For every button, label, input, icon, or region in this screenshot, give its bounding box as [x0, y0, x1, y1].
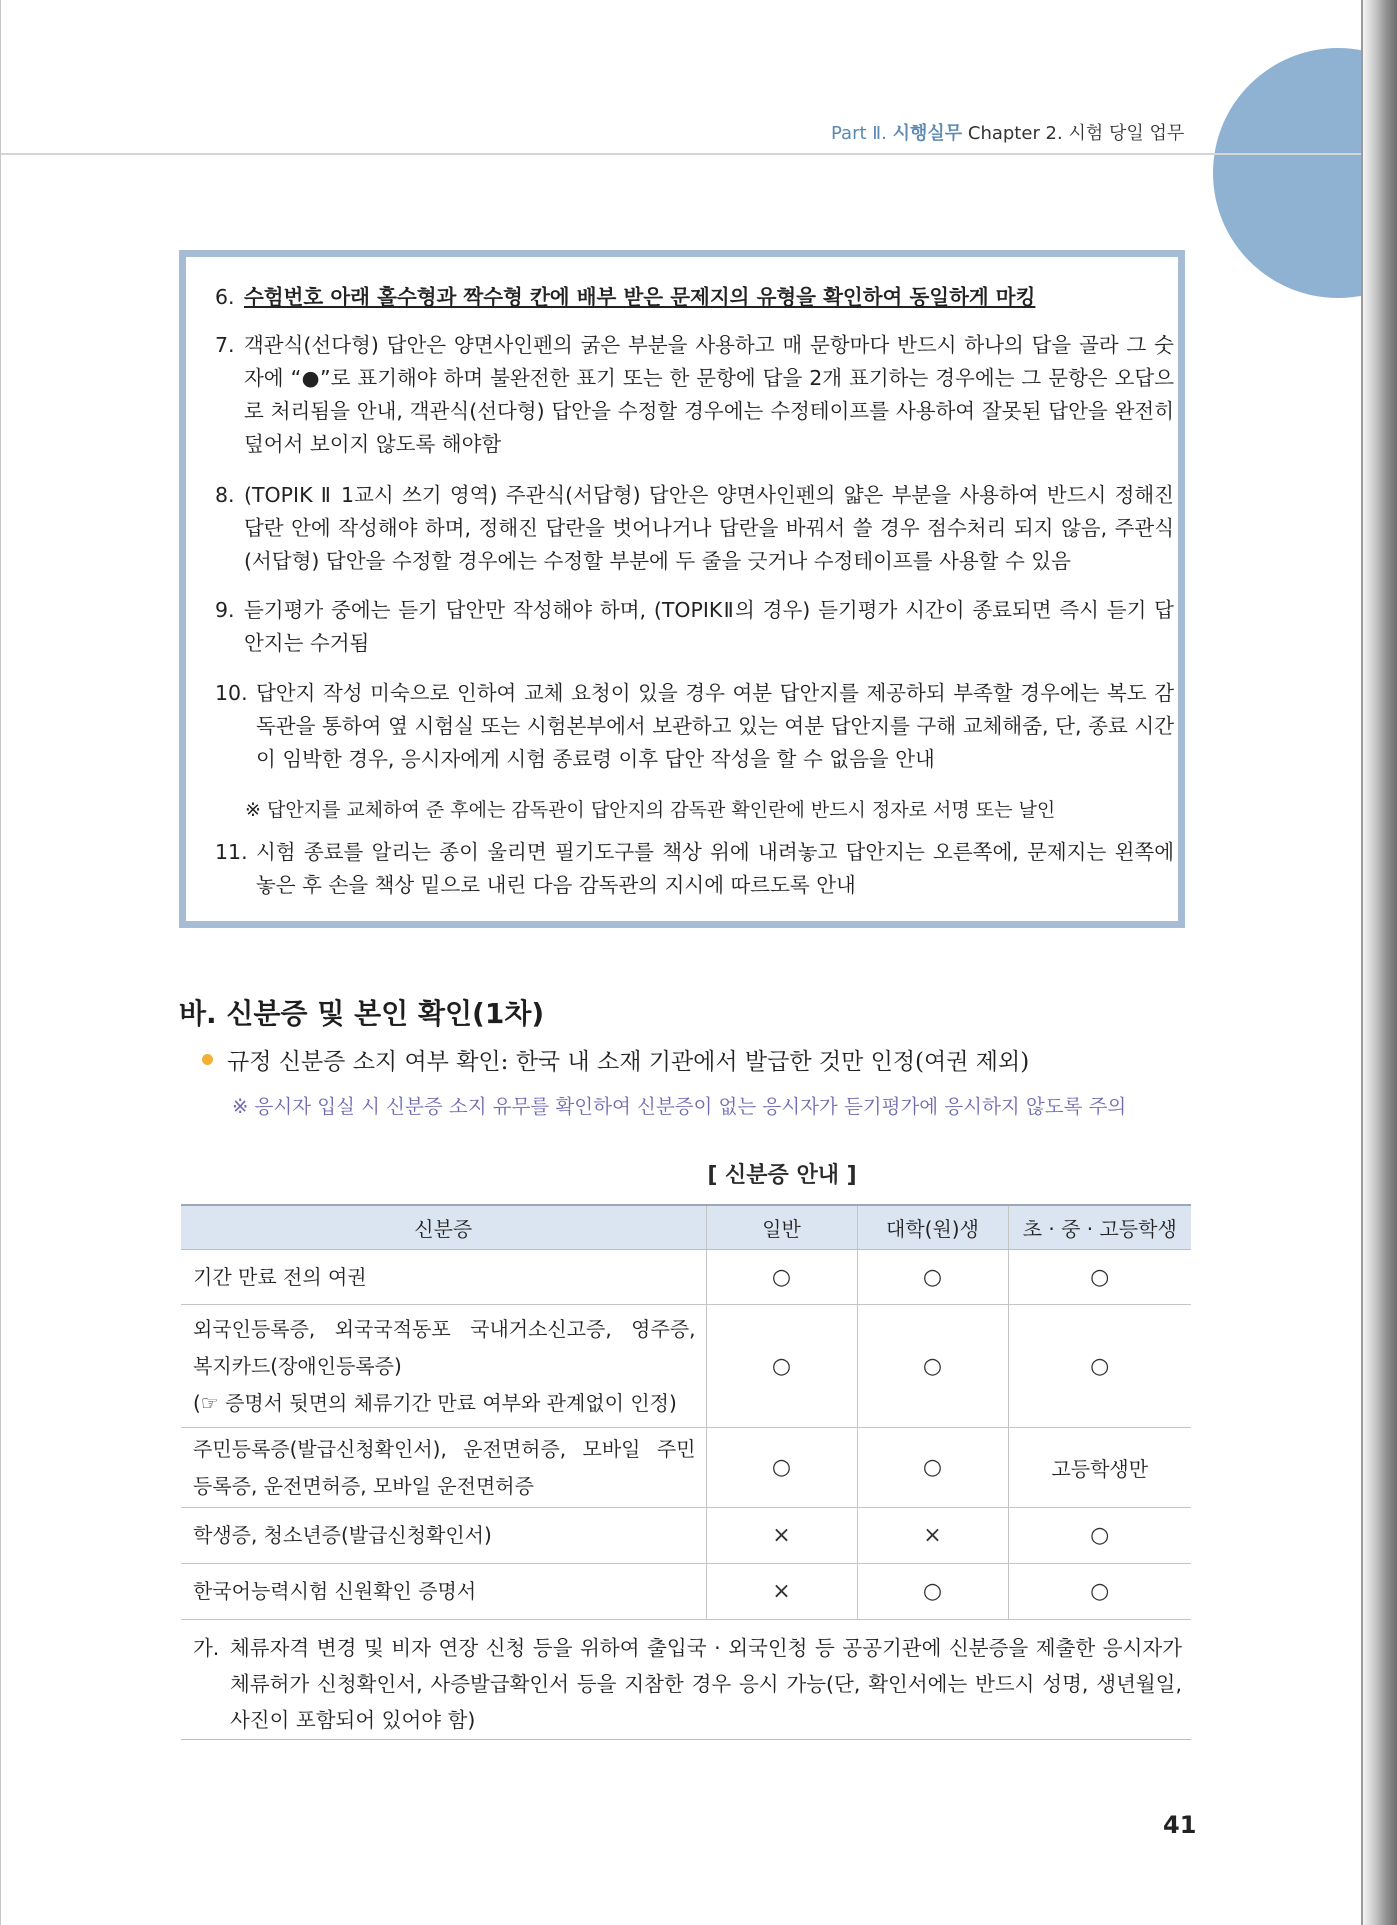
page-edge-shadow	[1363, 0, 1397, 1925]
item-number: 8.	[215, 483, 235, 507]
item-text: 듣기평가 중에는 듣기 답안만 작성해야 하며, (TOPIKⅡ의 경우) 듣기평가 시간이 종료되면 즉시 듣기 답안지는 수거됨	[244, 598, 1174, 655]
id-table	[181, 1204, 1191, 1620]
cell-general: ○	[706, 1250, 857, 1305]
item-number: 11.	[215, 840, 248, 864]
header-id-document: 신분증	[181, 1205, 706, 1250]
item-number: 10.	[215, 681, 248, 705]
document-line: 등록증, 운전면허증, 모바일 운전면허증	[193, 1473, 534, 1498]
document-line: 주민등록증(발급신청확인서), 운전면허증, 모바일 주민	[193, 1436, 696, 1461]
header-university: 대학(원)생	[857, 1205, 1008, 1250]
table-title-row	[1, 1158, 1363, 1189]
row-document	[181, 1250, 706, 1305]
cell-general: ×	[706, 1564, 857, 1620]
document-line: (☞ 증명서 뒷면의 체류기간 만료 여부와 관계없이 인정)	[193, 1390, 677, 1415]
row-document	[181, 1428, 706, 1508]
row-document	[181, 1564, 706, 1620]
cell-university: ○	[857, 1428, 1008, 1508]
bullet-icon	[202, 1054, 213, 1065]
section-note: ※ 응시자 입실 시 신분증 소지 유무를 확인하여 신분증이 없는 응시자가 듣기평가에 응시하지 않도록 주의	[232, 1095, 1127, 1118]
box-note: ※ 답안지를 교체하여 준 후에는 감독관이 답안지의 감독관 확인란에 반드시 정자로 서명 또는 날인	[245, 799, 1056, 821]
bullet-text: 규정 신분증 소지 여부 확인: 한국 내 소재 기관에서 발급한 것만 인정(여권 제외)	[227, 1049, 1030, 1075]
header-divider	[1, 153, 1363, 155]
table-row	[181, 1250, 1191, 1305]
table-header-row	[181, 1205, 1191, 1250]
cell-general: ○	[706, 1428, 857, 1508]
footnote-text: 체류자격 변경 및 비자 연장 신청 등을 위하여 출입국 · 외국인청 등 공공기관에 신분증을 제출한 응시자가 체류허가 신청확인서, 사증발급확인서 등을 지참한 경우 응시 가능(단, 확인서에는 반드시 성명, 생년월일, 사진이 포함되어 있어야 함)	[230, 1636, 1182, 1732]
table-row	[181, 1428, 1191, 1508]
cell-school: 고등학생만	[1008, 1428, 1191, 1508]
cell-university: ○	[857, 1564, 1008, 1620]
header-chapter: Chapter 2. 시험 당일 업무	[967, 123, 1185, 144]
document-line: 한국어능력시험 신원확인 증명서	[193, 1579, 477, 1603]
cell-general: ×	[706, 1508, 857, 1564]
item-text: 수험번호 아래 홀수형과 짝수형 칸에 배부 받은 문제지의 유형을 확인하여 동일하게 마킹	[244, 285, 1036, 309]
item-number: 9.	[215, 598, 235, 622]
row-document	[181, 1508, 706, 1564]
running-header	[831, 119, 1184, 145]
cell-school: ○	[1008, 1508, 1191, 1564]
table-title: [ 신분증 안내 ]	[707, 1163, 857, 1188]
footnote-divider	[181, 1739, 1191, 1740]
row-document	[181, 1305, 706, 1428]
cell-university: ○	[857, 1250, 1008, 1305]
item-text: (TOPIK Ⅱ 1교시 쓰기 영역) 주관식(서답형) 답안은 양면사인펜의 얇은 부분을 사용하여 반드시 정해진 답란 안에 작성해야 하며, 정해진 답란을 벗어나거나 답란을 바꿔서 쓸 경우 점수처리 되지 않음, 주관식(서답형) 답안을 수정할 경우에는 수정할 부분에 두 줄을 긋거나 수정테이프를 사용할 수 있음	[244, 483, 1174, 573]
footnote-number: 가.	[193, 1636, 220, 1660]
page-number: 41	[1163, 1811, 1197, 1839]
header-part: Part Ⅱ. 시행실무	[831, 123, 963, 144]
document-line: 복지카드(장애인등록증)	[193, 1353, 402, 1378]
document-line: 외국인등록증, 외국국적동포 국내거소신고증, 영주증,	[193, 1316, 696, 1341]
item-text: 답안지 작성 미숙으로 인하여 교체 요청이 있을 경우 여분 답안지를 제공하되 부족할 경우에는 복도 감독관을 통하여 옆 시험실 또는 시험본부에서 보관하고 있는 여분 답안지를 구해 교체해줌, 단, 종료 시간이 임박한 경우, 응시자에게 시험 종료령 이후 답안 작성을 할 수 없음을 안내	[256, 681, 1174, 771]
section-title: 바. 신분증 및 본인 확인(1차)	[179, 997, 545, 1030]
cell-general: ○	[706, 1305, 857, 1428]
cell-university: ×	[857, 1508, 1008, 1564]
cell-school: ○	[1008, 1564, 1191, 1620]
header-general: 일반	[706, 1205, 857, 1250]
decorative-circle	[1213, 48, 1363, 298]
table-row	[181, 1508, 1191, 1564]
document-line: 기간 만료 전의 여권	[193, 1264, 367, 1289]
item-number: 6.	[215, 285, 235, 309]
document-line: 학생증, 청소년증(발급신청확인서)	[193, 1523, 492, 1547]
cell-school: ○	[1008, 1305, 1191, 1428]
cell-school: ○	[1008, 1250, 1191, 1305]
table-row	[181, 1305, 1191, 1428]
header-school: 초 · 중 · 고등학생	[1008, 1205, 1191, 1250]
cell-university: ○	[857, 1305, 1008, 1428]
item-number: 7.	[215, 333, 235, 357]
item-text: 객관식(선다형) 답안은 양면사인펜의 굵은 부분을 사용하고 매 문항마다 반드시 하나의 답을 골라 그 숫자에 “●”로 표기해야 하며 불완전한 표기 또는 한 문항에 답을 2개 표기하는 경우에는 그 문항은 오답으로 처리됨을 안내, 객관식(선다형) 답안을 수정할 경우에는 수정테이프를 사용하여 잘못된 답안을 완전히 덮어서 보이지 않도록 해야함	[244, 333, 1174, 456]
item-text: 시험 종료를 알리는 종이 울리면 필기도구를 책상 위에 내려놓고 답안지는 오른쪽에, 문제지는 왼쪽에 놓은 후 손을 책상 밑으로 내린 다음 감독관의 지시에 따르도록 안내	[256, 840, 1174, 897]
table-row	[181, 1564, 1191, 1620]
